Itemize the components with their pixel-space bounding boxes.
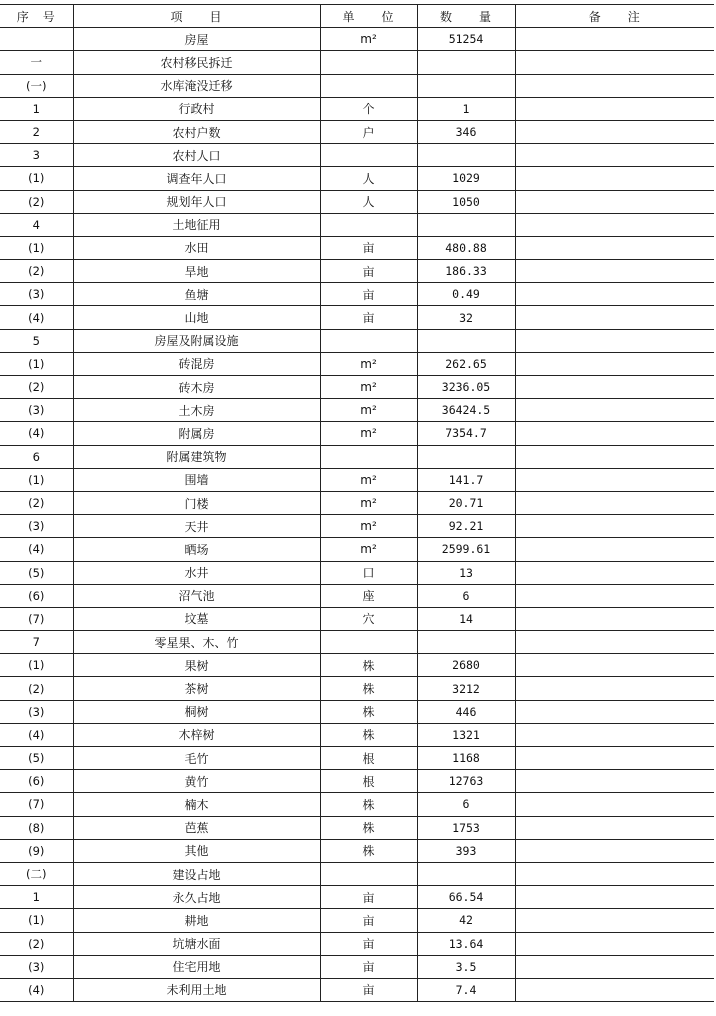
row-item-cell: 果树 [73, 654, 320, 677]
row-unit-cell: 座 [320, 584, 417, 607]
row-remark-cell [515, 422, 714, 445]
row-remark-cell [515, 445, 714, 468]
row-remark-cell [515, 862, 714, 885]
row-seq-cell: (1) [0, 909, 73, 932]
row-seq-cell: (2) [0, 491, 73, 514]
row-seq-cell: 2 [0, 120, 73, 143]
row-item-cell: 芭蕉 [73, 816, 320, 839]
table-row [0, 747, 714, 770]
row-seq-cell: (6) [0, 770, 73, 793]
table-row [0, 700, 714, 723]
row-qty-cell: 7.4 [417, 978, 515, 1001]
row-remark-cell [515, 491, 714, 514]
table-row [0, 97, 714, 120]
table-row [0, 422, 714, 445]
row-qty-cell: 7354.7 [417, 422, 515, 445]
row-unit-cell: 亩 [320, 909, 417, 932]
row-seq-cell: 7 [0, 631, 73, 654]
row-qty-cell: 1753 [417, 816, 515, 839]
row-remark-cell [515, 51, 714, 74]
table-row [0, 399, 714, 422]
row-qty-cell [417, 445, 515, 468]
row-unit-cell: 亩 [320, 978, 417, 1001]
row-remark-cell [515, 329, 714, 352]
row-unit-cell [320, 631, 417, 654]
table-row [0, 376, 714, 399]
row-item-cell: 住宅用地 [73, 955, 320, 978]
row-seq-cell: (二) [0, 862, 73, 885]
table-row [0, 561, 714, 584]
table-row [0, 213, 714, 236]
row-qty-cell: 1050 [417, 190, 515, 213]
row-seq-cell: (4) [0, 422, 73, 445]
table-row [0, 886, 714, 909]
row-qty-cell: 1 [417, 97, 515, 120]
row-item-cell: 规划年人口 [73, 190, 320, 213]
row-remark-cell [515, 955, 714, 978]
row-unit-cell: 穴 [320, 607, 417, 630]
row-remark-cell [515, 700, 714, 723]
row-qty-cell: 346 [417, 120, 515, 143]
header-seq: 序 号 [0, 5, 73, 28]
row-item-cell: 坟墓 [73, 607, 320, 630]
row-remark-cell [515, 376, 714, 399]
row-item-cell: 房屋 [73, 28, 320, 51]
row-qty-cell: 36424.5 [417, 399, 515, 422]
table-row [0, 283, 714, 306]
row-seq-cell: (2) [0, 376, 73, 399]
row-item-cell: 旱地 [73, 260, 320, 283]
row-remark-cell [515, 74, 714, 97]
header-unit: 单 位 [320, 5, 417, 28]
row-seq-cell: (3) [0, 515, 73, 538]
row-unit-cell: m² [320, 28, 417, 51]
row-qty-cell: 6 [417, 793, 515, 816]
row-remark-cell [515, 584, 714, 607]
row-remark-cell [515, 538, 714, 561]
row-unit-cell: 亩 [320, 886, 417, 909]
row-seq-cell: (1) [0, 167, 73, 190]
row-qty-cell: 446 [417, 700, 515, 723]
table-row [0, 306, 714, 329]
row-remark-cell [515, 260, 714, 283]
row-item-cell: 零星果、木、竹 [73, 631, 320, 654]
row-seq-cell: 5 [0, 329, 73, 352]
row-qty-cell: 3236.05 [417, 376, 515, 399]
row-unit-cell: m² [320, 515, 417, 538]
row-seq-cell: (1) [0, 352, 73, 375]
row-seq-cell: (5) [0, 747, 73, 770]
row-qty-cell: 1029 [417, 167, 515, 190]
row-seq-cell [0, 28, 73, 51]
table-row [0, 770, 714, 793]
row-seq-cell: (1) [0, 468, 73, 491]
table-row [0, 677, 714, 700]
table-row [0, 538, 714, 561]
row-remark-cell [515, 561, 714, 584]
table-row [0, 909, 714, 932]
row-remark-cell [515, 932, 714, 955]
row-item-cell: 水井 [73, 561, 320, 584]
row-unit-cell: 株 [320, 723, 417, 746]
row-qty-cell: 14 [417, 607, 515, 630]
row-item-cell: 毛竹 [73, 747, 320, 770]
row-seq-cell: (2) [0, 677, 73, 700]
row-unit-cell: 株 [320, 677, 417, 700]
row-unit-cell: 亩 [320, 955, 417, 978]
row-item-cell: 调查年人口 [73, 167, 320, 190]
row-seq-cell: (7) [0, 793, 73, 816]
row-remark-cell [515, 468, 714, 491]
row-seq-cell: (2) [0, 190, 73, 213]
row-unit-cell: 个 [320, 97, 417, 120]
table-row [0, 329, 714, 352]
row-qty-cell: 2599.61 [417, 538, 515, 561]
row-item-cell: 门楼 [73, 491, 320, 514]
row-unit-cell [320, 213, 417, 236]
row-qty-cell: 13 [417, 561, 515, 584]
row-item-cell: 其他 [73, 839, 320, 862]
header-row [0, 5, 714, 28]
row-qty-cell: 6 [417, 584, 515, 607]
row-seq-cell: (6) [0, 584, 73, 607]
row-item-cell: 砖混房 [73, 352, 320, 375]
header-item: 项 目 [73, 5, 320, 28]
row-unit-cell: m² [320, 491, 417, 514]
row-remark-cell [515, 886, 714, 909]
row-item-cell: 未利用土地 [73, 978, 320, 1001]
row-seq-cell: (4) [0, 306, 73, 329]
row-remark-cell [515, 167, 714, 190]
row-remark-cell [515, 793, 714, 816]
header-qty: 数 量 [417, 5, 515, 28]
row-seq-cell: (8) [0, 816, 73, 839]
table-row [0, 654, 714, 677]
row-qty-cell [417, 213, 515, 236]
row-item-cell: 附属房 [73, 422, 320, 445]
row-remark-cell [515, 120, 714, 143]
table-row [0, 793, 714, 816]
row-qty-cell: 12763 [417, 770, 515, 793]
row-qty-cell: 141.7 [417, 468, 515, 491]
row-item-cell: 晒场 [73, 538, 320, 561]
row-remark-cell [515, 816, 714, 839]
row-qty-cell: 32 [417, 306, 515, 329]
row-seq-cell: (9) [0, 839, 73, 862]
row-qty-cell: 3.5 [417, 955, 515, 978]
row-unit-cell: 株 [320, 793, 417, 816]
row-remark-cell [515, 399, 714, 422]
row-unit-cell: m² [320, 468, 417, 491]
row-item-cell: 坑塘水面 [73, 932, 320, 955]
row-qty-cell: 92.21 [417, 515, 515, 538]
row-remark-cell [515, 306, 714, 329]
row-unit-cell [320, 144, 417, 167]
row-remark-cell [515, 28, 714, 51]
row-remark-cell [515, 144, 714, 167]
table-row [0, 978, 714, 1001]
row-qty-cell [417, 631, 515, 654]
row-unit-cell [320, 51, 417, 74]
row-qty-cell: 3212 [417, 677, 515, 700]
row-unit-cell: 户 [320, 120, 417, 143]
row-seq-cell: (2) [0, 932, 73, 955]
row-item-cell: 楠木 [73, 793, 320, 816]
data-table [0, 4, 714, 1002]
row-item-cell: 永久占地 [73, 886, 320, 909]
row-item-cell: 沼气池 [73, 584, 320, 607]
row-seq-cell: (4) [0, 978, 73, 1001]
row-unit-cell: 株 [320, 816, 417, 839]
table-row [0, 236, 714, 259]
row-seq-cell: 6 [0, 445, 73, 468]
row-item-cell: 农村人口 [73, 144, 320, 167]
row-qty-cell: 0.49 [417, 283, 515, 306]
table-row [0, 816, 714, 839]
row-remark-cell [515, 723, 714, 746]
row-remark-cell [515, 97, 714, 120]
row-qty-cell: 1168 [417, 747, 515, 770]
row-unit-cell: 人 [320, 167, 417, 190]
row-unit-cell [320, 862, 417, 885]
table-row [0, 932, 714, 955]
row-unit-cell: 亩 [320, 306, 417, 329]
row-remark-cell [515, 978, 714, 1001]
row-qty-cell: 186.33 [417, 260, 515, 283]
row-remark-cell [515, 654, 714, 677]
row-unit-cell: 根 [320, 770, 417, 793]
table-row [0, 51, 714, 74]
row-seq-cell: (2) [0, 260, 73, 283]
row-qty-cell: 20.71 [417, 491, 515, 514]
table-row [0, 190, 714, 213]
row-unit-cell [320, 74, 417, 97]
row-seq-cell: 1 [0, 97, 73, 120]
row-item-cell: 水库淹没迁移 [73, 74, 320, 97]
row-qty-cell: 393 [417, 839, 515, 862]
row-remark-cell [515, 770, 714, 793]
row-unit-cell: m² [320, 352, 417, 375]
table-row [0, 862, 714, 885]
table-row [0, 607, 714, 630]
table-row [0, 491, 714, 514]
row-item-cell: 山地 [73, 306, 320, 329]
table-row [0, 631, 714, 654]
row-item-cell: 耕地 [73, 909, 320, 932]
row-seq-cell: (5) [0, 561, 73, 584]
row-qty-cell [417, 51, 515, 74]
table-row [0, 445, 714, 468]
row-unit-cell: 人 [320, 190, 417, 213]
row-item-cell: 木梓树 [73, 723, 320, 746]
table-row [0, 74, 714, 97]
row-unit-cell: m² [320, 422, 417, 445]
row-item-cell: 鱼塘 [73, 283, 320, 306]
row-unit-cell: 株 [320, 700, 417, 723]
row-item-cell: 行政村 [73, 97, 320, 120]
row-remark-cell [515, 677, 714, 700]
row-remark-cell [515, 213, 714, 236]
row-unit-cell: 口 [320, 561, 417, 584]
row-item-cell: 桐树 [73, 700, 320, 723]
row-item-cell: 土木房 [73, 399, 320, 422]
row-qty-cell [417, 74, 515, 97]
row-remark-cell [515, 352, 714, 375]
row-unit-cell [320, 445, 417, 468]
row-unit-cell: m² [320, 538, 417, 561]
row-seq-cell: 4 [0, 213, 73, 236]
row-seq-cell: (3) [0, 955, 73, 978]
row-unit-cell: m² [320, 399, 417, 422]
row-item-cell: 砖木房 [73, 376, 320, 399]
table-row [0, 260, 714, 283]
header-remark: 备 注 [515, 5, 714, 28]
table-row [0, 515, 714, 538]
row-item-cell: 建设占地 [73, 862, 320, 885]
row-unit-cell [320, 329, 417, 352]
row-remark-cell [515, 515, 714, 538]
table-body [0, 28, 714, 1002]
row-remark-cell [515, 631, 714, 654]
row-seq-cell: (7) [0, 607, 73, 630]
row-qty-cell [417, 144, 515, 167]
row-remark-cell [515, 909, 714, 932]
row-seq-cell: (3) [0, 283, 73, 306]
row-remark-cell [515, 839, 714, 862]
table-row [0, 839, 714, 862]
row-seq-cell: 1 [0, 886, 73, 909]
row-seq-cell: 3 [0, 144, 73, 167]
row-unit-cell: 亩 [320, 932, 417, 955]
row-item-cell: 土地征用 [73, 213, 320, 236]
row-item-cell: 黄竹 [73, 770, 320, 793]
table-row [0, 584, 714, 607]
table-row [0, 120, 714, 143]
table-row [0, 167, 714, 190]
row-item-cell: 农村移民拆迁 [73, 51, 320, 74]
row-item-cell: 天井 [73, 515, 320, 538]
row-remark-cell [515, 283, 714, 306]
table-row [0, 144, 714, 167]
row-seq-cell: 一 [0, 51, 73, 74]
row-item-cell: 房屋及附属设施 [73, 329, 320, 352]
row-unit-cell: 亩 [320, 283, 417, 306]
row-item-cell: 附属建筑物 [73, 445, 320, 468]
row-item-cell: 水田 [73, 236, 320, 259]
table-row [0, 723, 714, 746]
row-seq-cell: (1) [0, 236, 73, 259]
row-qty-cell: 262.65 [417, 352, 515, 375]
row-qty-cell: 480.88 [417, 236, 515, 259]
row-remark-cell [515, 747, 714, 770]
row-remark-cell [515, 607, 714, 630]
row-seq-cell: (一) [0, 74, 73, 97]
table-row [0, 28, 714, 51]
row-seq-cell: (1) [0, 654, 73, 677]
row-unit-cell: 株 [320, 839, 417, 862]
row-qty-cell [417, 862, 515, 885]
row-unit-cell: 亩 [320, 260, 417, 283]
row-qty-cell: 42 [417, 909, 515, 932]
row-qty-cell: 13.64 [417, 932, 515, 955]
row-item-cell: 茶树 [73, 677, 320, 700]
row-qty-cell [417, 329, 515, 352]
row-qty-cell: 66.54 [417, 886, 515, 909]
table-row [0, 955, 714, 978]
row-qty-cell: 1321 [417, 723, 515, 746]
row-seq-cell: (4) [0, 723, 73, 746]
row-seq-cell: (3) [0, 399, 73, 422]
row-remark-cell [515, 190, 714, 213]
row-qty-cell: 2680 [417, 654, 515, 677]
table-row [0, 468, 714, 491]
row-unit-cell: m² [320, 376, 417, 399]
row-unit-cell: 根 [320, 747, 417, 770]
row-item-cell: 农村户数 [73, 120, 320, 143]
row-unit-cell: 株 [320, 654, 417, 677]
row-qty-cell: 51254 [417, 28, 515, 51]
row-seq-cell: (3) [0, 700, 73, 723]
row-remark-cell [515, 236, 714, 259]
row-seq-cell: (4) [0, 538, 73, 561]
table-row [0, 352, 714, 375]
row-item-cell: 围墙 [73, 468, 320, 491]
row-unit-cell: 亩 [320, 236, 417, 259]
